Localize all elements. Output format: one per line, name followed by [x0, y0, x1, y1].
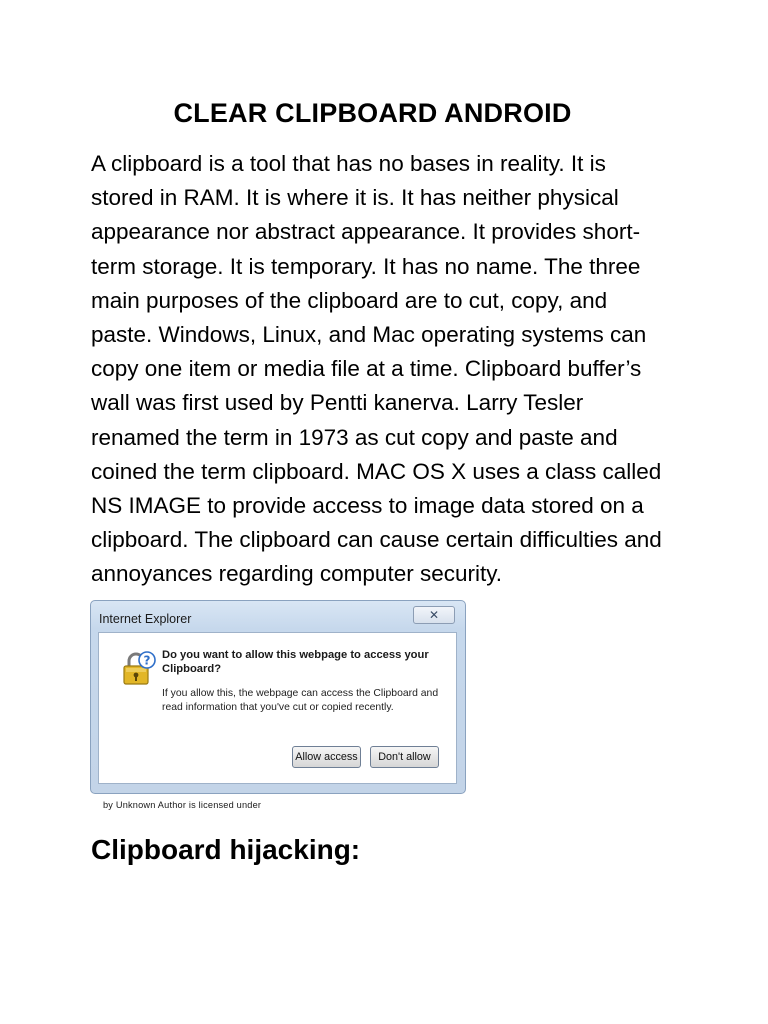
dialog-message: If you allow this, the webpage can access the Clipboard and read information that you've cut or copied recently.: [162, 688, 439, 713]
paragraph-line: A clipboard is a tool that has no bases in reality. It is: [91, 151, 606, 176]
paragraph-line: NS IMAGE to provide access to image data stored on a: [91, 493, 644, 519]
paragraph-line: stored in RAM. It is where it is. It has neither physical: [91, 185, 619, 211]
dialog-body: [98, 632, 457, 784]
dialog-screenshot: [90, 600, 466, 794]
page-title: CLEAR CLIPBOARD ANDROID: [173, 98, 572, 128]
paragraph-line: appearance nor abstract appearance. It provides short-: [91, 219, 641, 245]
close-icon: ✕: [428, 608, 440, 622]
paragraph-line: paste. Windows, Linux, and Mac operating systems can: [91, 322, 647, 348]
paragraph-line: wall was first used by Pentti kanerva. Larry Tesler: [91, 390, 584, 416]
section-heading: Clipboard hijacking:: [91, 834, 361, 865]
image-caption: by Unknown Author is licensed under: [103, 800, 262, 810]
body-paragraph: [91, 147, 711, 592]
paragraph-line: term storage. It is temporary. It has no name. The three: [91, 253, 641, 279]
dialog-title: Internet Explorer: [99, 612, 192, 626]
paragraph-line: clipboard. The clipboard can cause certain difficulties and: [91, 527, 662, 553]
svg-text:?: ?: [143, 653, 151, 668]
paragraph-line: copy one item or media file at a time. Clipboard buffer’s: [91, 356, 642, 382]
allow-access-button[interactable]: Allow access: [292, 746, 361, 768]
dialog-heading: Do you want to allow this webpage to access your Clipboard?: [162, 649, 429, 675]
paragraph-line: renamed the term in 1973 as cut copy and paste and: [91, 424, 618, 450]
paragraph-line: annoyances regarding computer security.: [91, 561, 503, 587]
close-button[interactable]: [413, 606, 455, 624]
paragraph-line: coined the term clipboard. MAC OS X uses a class called: [91, 458, 662, 484]
paragraph-line: main purposes of the clipboard are to cut, copy, and: [91, 287, 608, 313]
dont-allow-button[interactable]: Don't allow: [370, 746, 439, 768]
security-lock-question-icon: [120, 649, 158, 687]
